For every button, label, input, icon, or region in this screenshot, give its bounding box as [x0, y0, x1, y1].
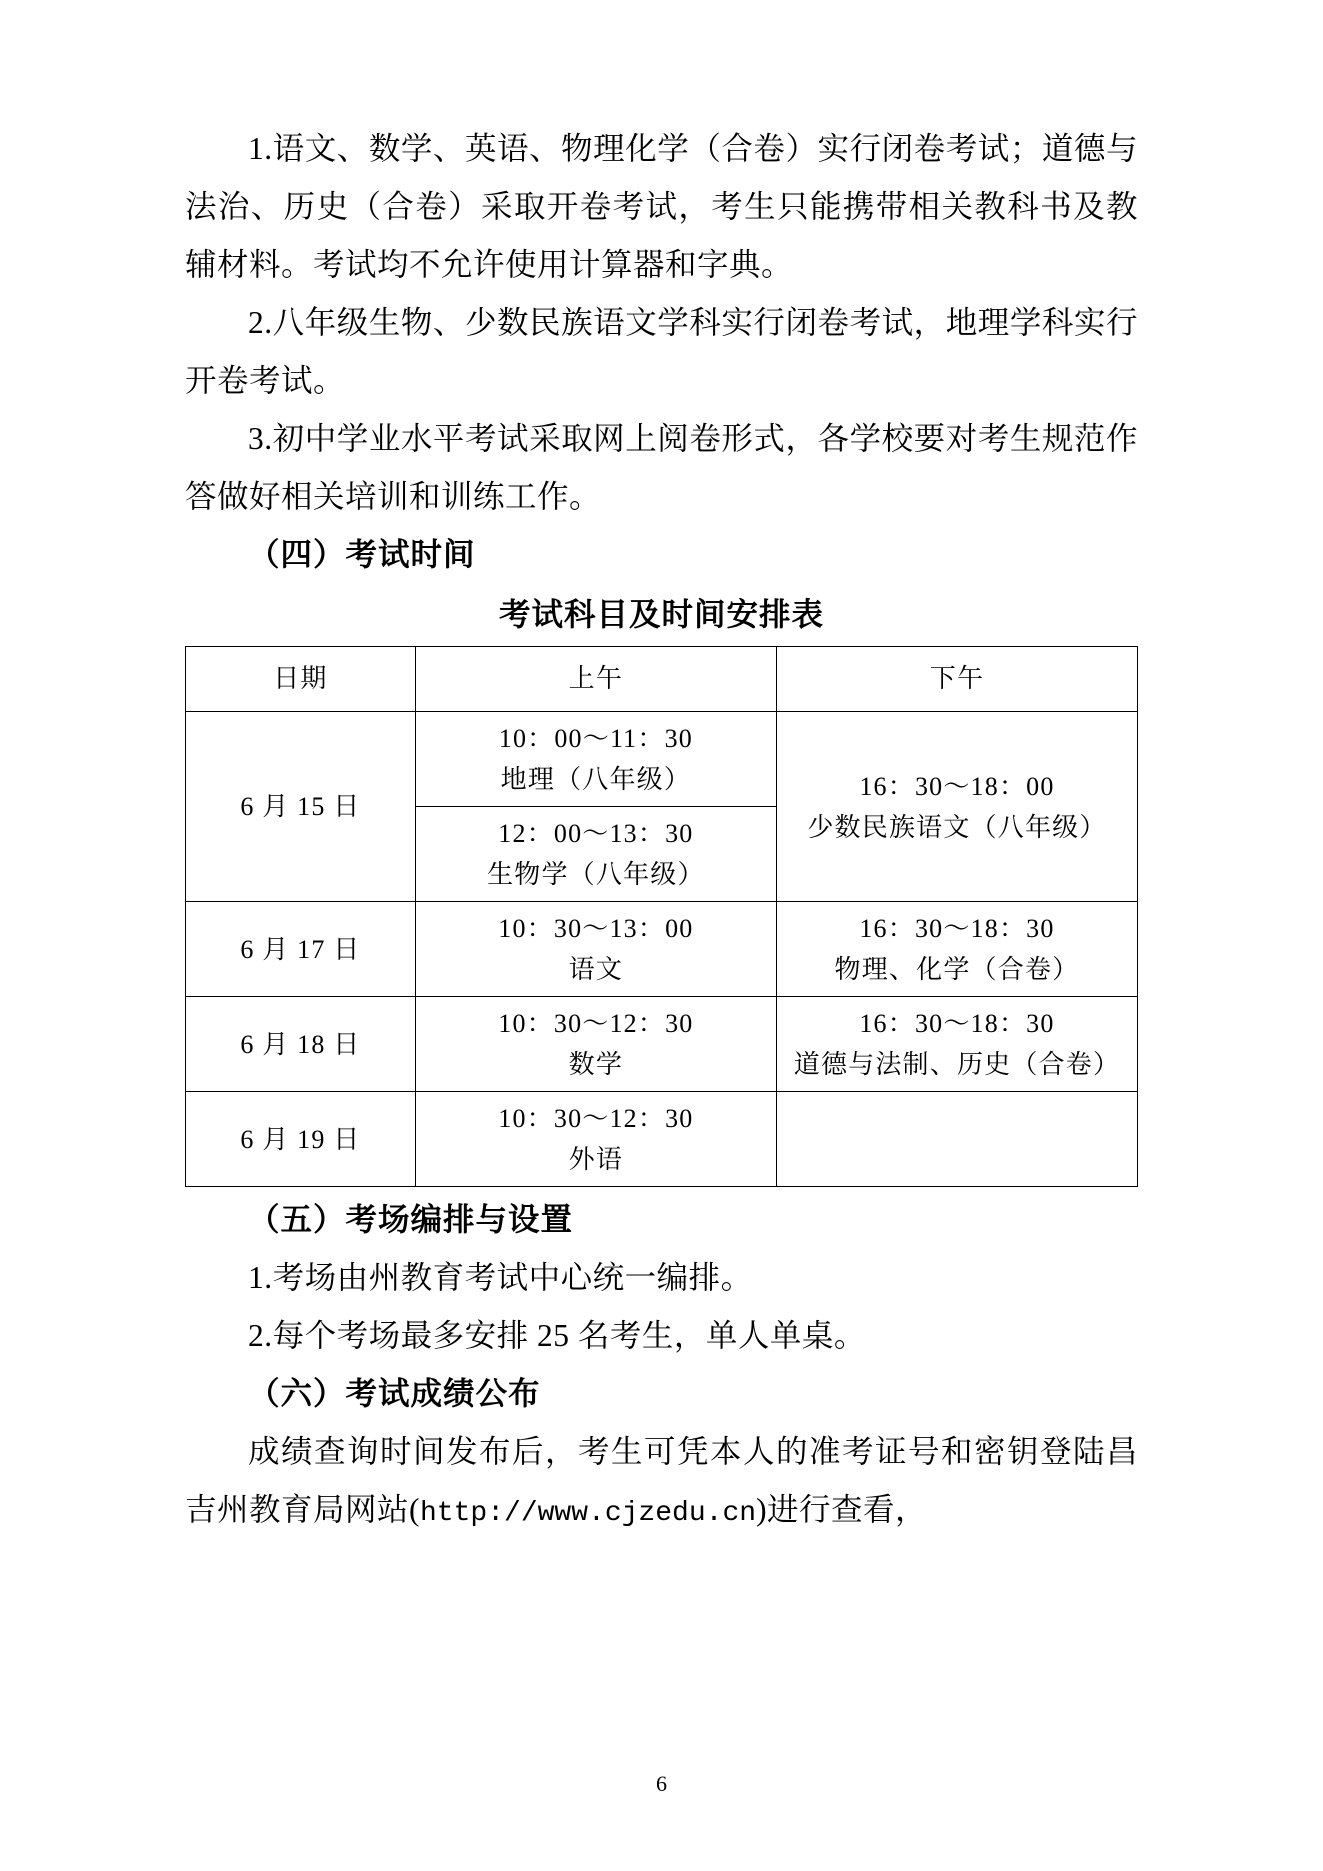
cell-subject: 道德与法制、历史（合卷）	[793, 1050, 1121, 1079]
cell-morning-0618	[415, 997, 776, 1092]
cell-morning-0615-a	[415, 712, 776, 807]
cell-subject: 生物学（八年级）	[487, 860, 705, 889]
cell-time: 16：30～18：00	[859, 771, 1055, 801]
table-header-date: 日期	[186, 647, 416, 712]
table-title: 考试科目及时间安排表	[498, 596, 824, 633]
cell-date-0615: 6 月 15 日	[186, 712, 416, 902]
cell-date-0618: 6 月 18 日	[186, 997, 416, 1092]
cell-afternoon-0615	[776, 712, 1137, 902]
paragraph-1: 1.语文、数学、英语、物理化学（合卷）实行闭卷考试；道德与法治、历史（合卷）采取开卷考试，考生只能携带相关教科书及教辅材料。考试均不允许使用计算器和字典。	[185, 131, 1138, 282]
cell-subject: 少数民族语文（八年级）	[807, 812, 1107, 842]
page-number: 6	[656, 1771, 667, 1796]
section-heading-five: （五）考场编排与设置	[248, 1201, 574, 1238]
cell-subject: 数学	[568, 1050, 624, 1079]
cell-time: 10：30～12：30	[498, 1104, 694, 1133]
cell-time: 12：00～13：30	[498, 819, 694, 848]
education-bureau-url: http://www.cjzedu.cn	[420, 1498, 757, 1529]
exam-schedule-table	[185, 646, 1138, 1187]
section-heading-six: （六）考试成绩公布	[248, 1375, 541, 1412]
cell-date-0619: 6 月 19 日	[186, 1092, 416, 1187]
table-header-row	[186, 647, 1138, 712]
cell-subject: 外语	[568, 1145, 624, 1174]
cell-time: 16：30～18：30	[859, 914, 1055, 943]
cell-afternoon-0618	[776, 997, 1137, 1092]
paragraph-six	[185, 1423, 1138, 1543]
cell-subject: 物理、化学（合卷）	[834, 955, 1080, 984]
table-header-morning: 上午	[415, 647, 776, 712]
table-row	[186, 902, 1138, 997]
cell-date-0617: 6 月 17 日	[186, 902, 416, 997]
cell-morning-0619	[415, 1092, 776, 1187]
paragraph-five-1: 1.考场由州教育考试中心统一编排。	[248, 1260, 753, 1295]
table-row	[186, 997, 1138, 1092]
cell-subject: 地理（八年级）	[500, 765, 692, 794]
table-row	[186, 712, 1138, 807]
cell-time: 10：30～12：30	[498, 1009, 694, 1038]
paragraph-six-text-after: )进行查看，	[756, 1492, 928, 1527]
table-header-afternoon: 下午	[776, 647, 1137, 712]
cell-morning-0615-b	[415, 807, 776, 902]
cell-time: 10：30～13：00	[498, 914, 694, 943]
paragraph-2: 2.八年级生物、少数民族语文学科实行闭卷考试，地理学科实行开卷考试。	[185, 305, 1138, 398]
table-row	[186, 1092, 1138, 1187]
paragraph-five-2: 2.每个考场最多安排 25 名考生，单人单桌。	[248, 1318, 866, 1353]
cell-morning-0617	[415, 902, 776, 997]
cell-time: 10：00～11：30	[498, 724, 693, 753]
section-heading-four: （四）考试时间	[248, 536, 476, 573]
cell-afternoon-0617	[776, 902, 1137, 997]
cell-time: 16：30～18：30	[859, 1009, 1055, 1038]
cell-afternoon-0619	[776, 1092, 1137, 1187]
paragraph-six-text-before: 成绩查询时间发布后，考生可凭本人的准考证号和密钥登陆昌吉州教育局网站(	[185, 1434, 1138, 1527]
paragraph-3: 3.初中学业水平考试采取网上阅卷形式，各学校要对考生规范作答做好相关培训和训练工作。	[185, 421, 1138, 514]
cell-subject: 语文	[568, 955, 624, 984]
